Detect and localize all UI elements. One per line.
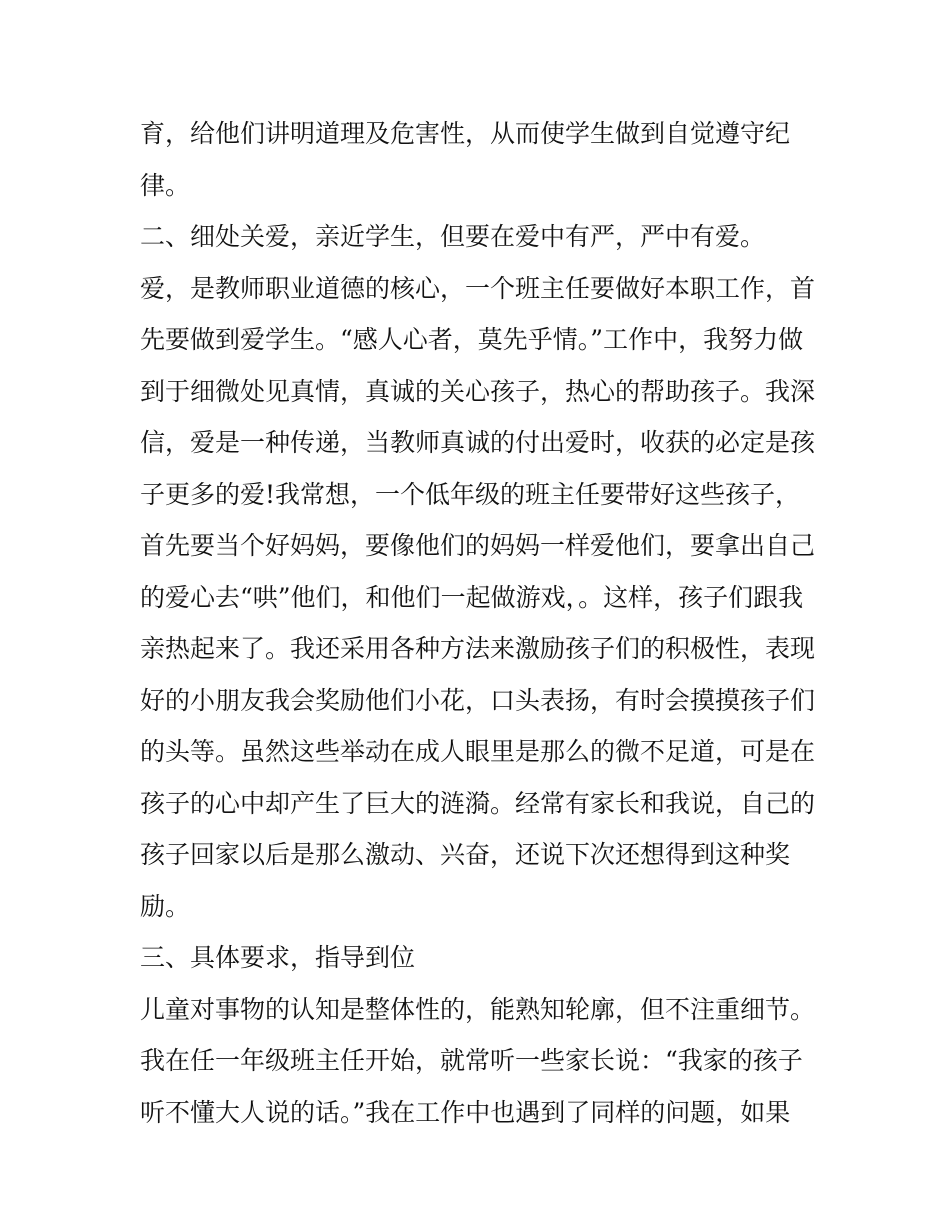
text-line: 亲热起来了。我还采用各种方法来激励孩子们的积极性，表现 xyxy=(140,634,816,663)
text-line: 孩子回家以后是那么激动、兴奋，还说下次还想得到这种奖 xyxy=(140,840,791,869)
text-line: 儿童对事物的认知是整体性的，能熟知轮廓，但不注重细节。 xyxy=(140,994,816,1024)
text-line: 育，给他们讲明道理及危害性，从而使学生做到自觉遵守纪 xyxy=(140,119,791,148)
text-line: 子更多的爱!我常想，一个低年级的班主任要带好这些孩子， xyxy=(140,479,801,509)
section-heading: 二、细处关爱，亲近学生，但要在爱中有严，严中有爱。 xyxy=(140,222,766,251)
text-line: 励。 xyxy=(140,891,191,921)
text-line: 先要做到爱学生。“感人心者，莫先乎情。”工作中，我努力做 xyxy=(140,325,804,354)
text-line: 律。 xyxy=(140,170,191,200)
text-line: 的头等。虽然这些举动在成人眼里是那么的微不足道，可是在 xyxy=(140,737,816,766)
text-line: 到于细微处见真情，真诚的关心孩子，热心的帮助孩子。我深 xyxy=(140,376,816,406)
body-text xyxy=(140,108,820,1138)
text-line: 信，爱是一种传递，当教师真诚的付出爱时，收获的必定是孩 xyxy=(140,428,816,457)
text-line: 孩子的心中却产生了巨大的涟漪。经常有家长和我说，自己的 xyxy=(140,788,816,818)
text-line: 我在任一年级班主任开始，就常听一些家长说：“我家的孩子 xyxy=(140,1046,803,1075)
text-line: 首先要当个好妈妈，要像他们的妈妈一样爱他们，要拿出自己 xyxy=(140,531,816,560)
text-line: 听不懂大人说的话。”我在工作中也遇到了同样的问题，如果 xyxy=(140,1097,791,1127)
text-line: 好的小朋友我会奖励他们小花，口头表扬，有时会摸摸孩子们 xyxy=(140,685,816,715)
text-line: 的爱心去“哄”他们，和他们一起做游戏，。这样，孩子们跟我 xyxy=(140,582,804,612)
section-heading: 三、具体要求，指导到位 xyxy=(140,943,416,972)
text-line: 爱，是教师职业道德的核心，一个班主任要做好本职工作，首 xyxy=(140,273,816,303)
